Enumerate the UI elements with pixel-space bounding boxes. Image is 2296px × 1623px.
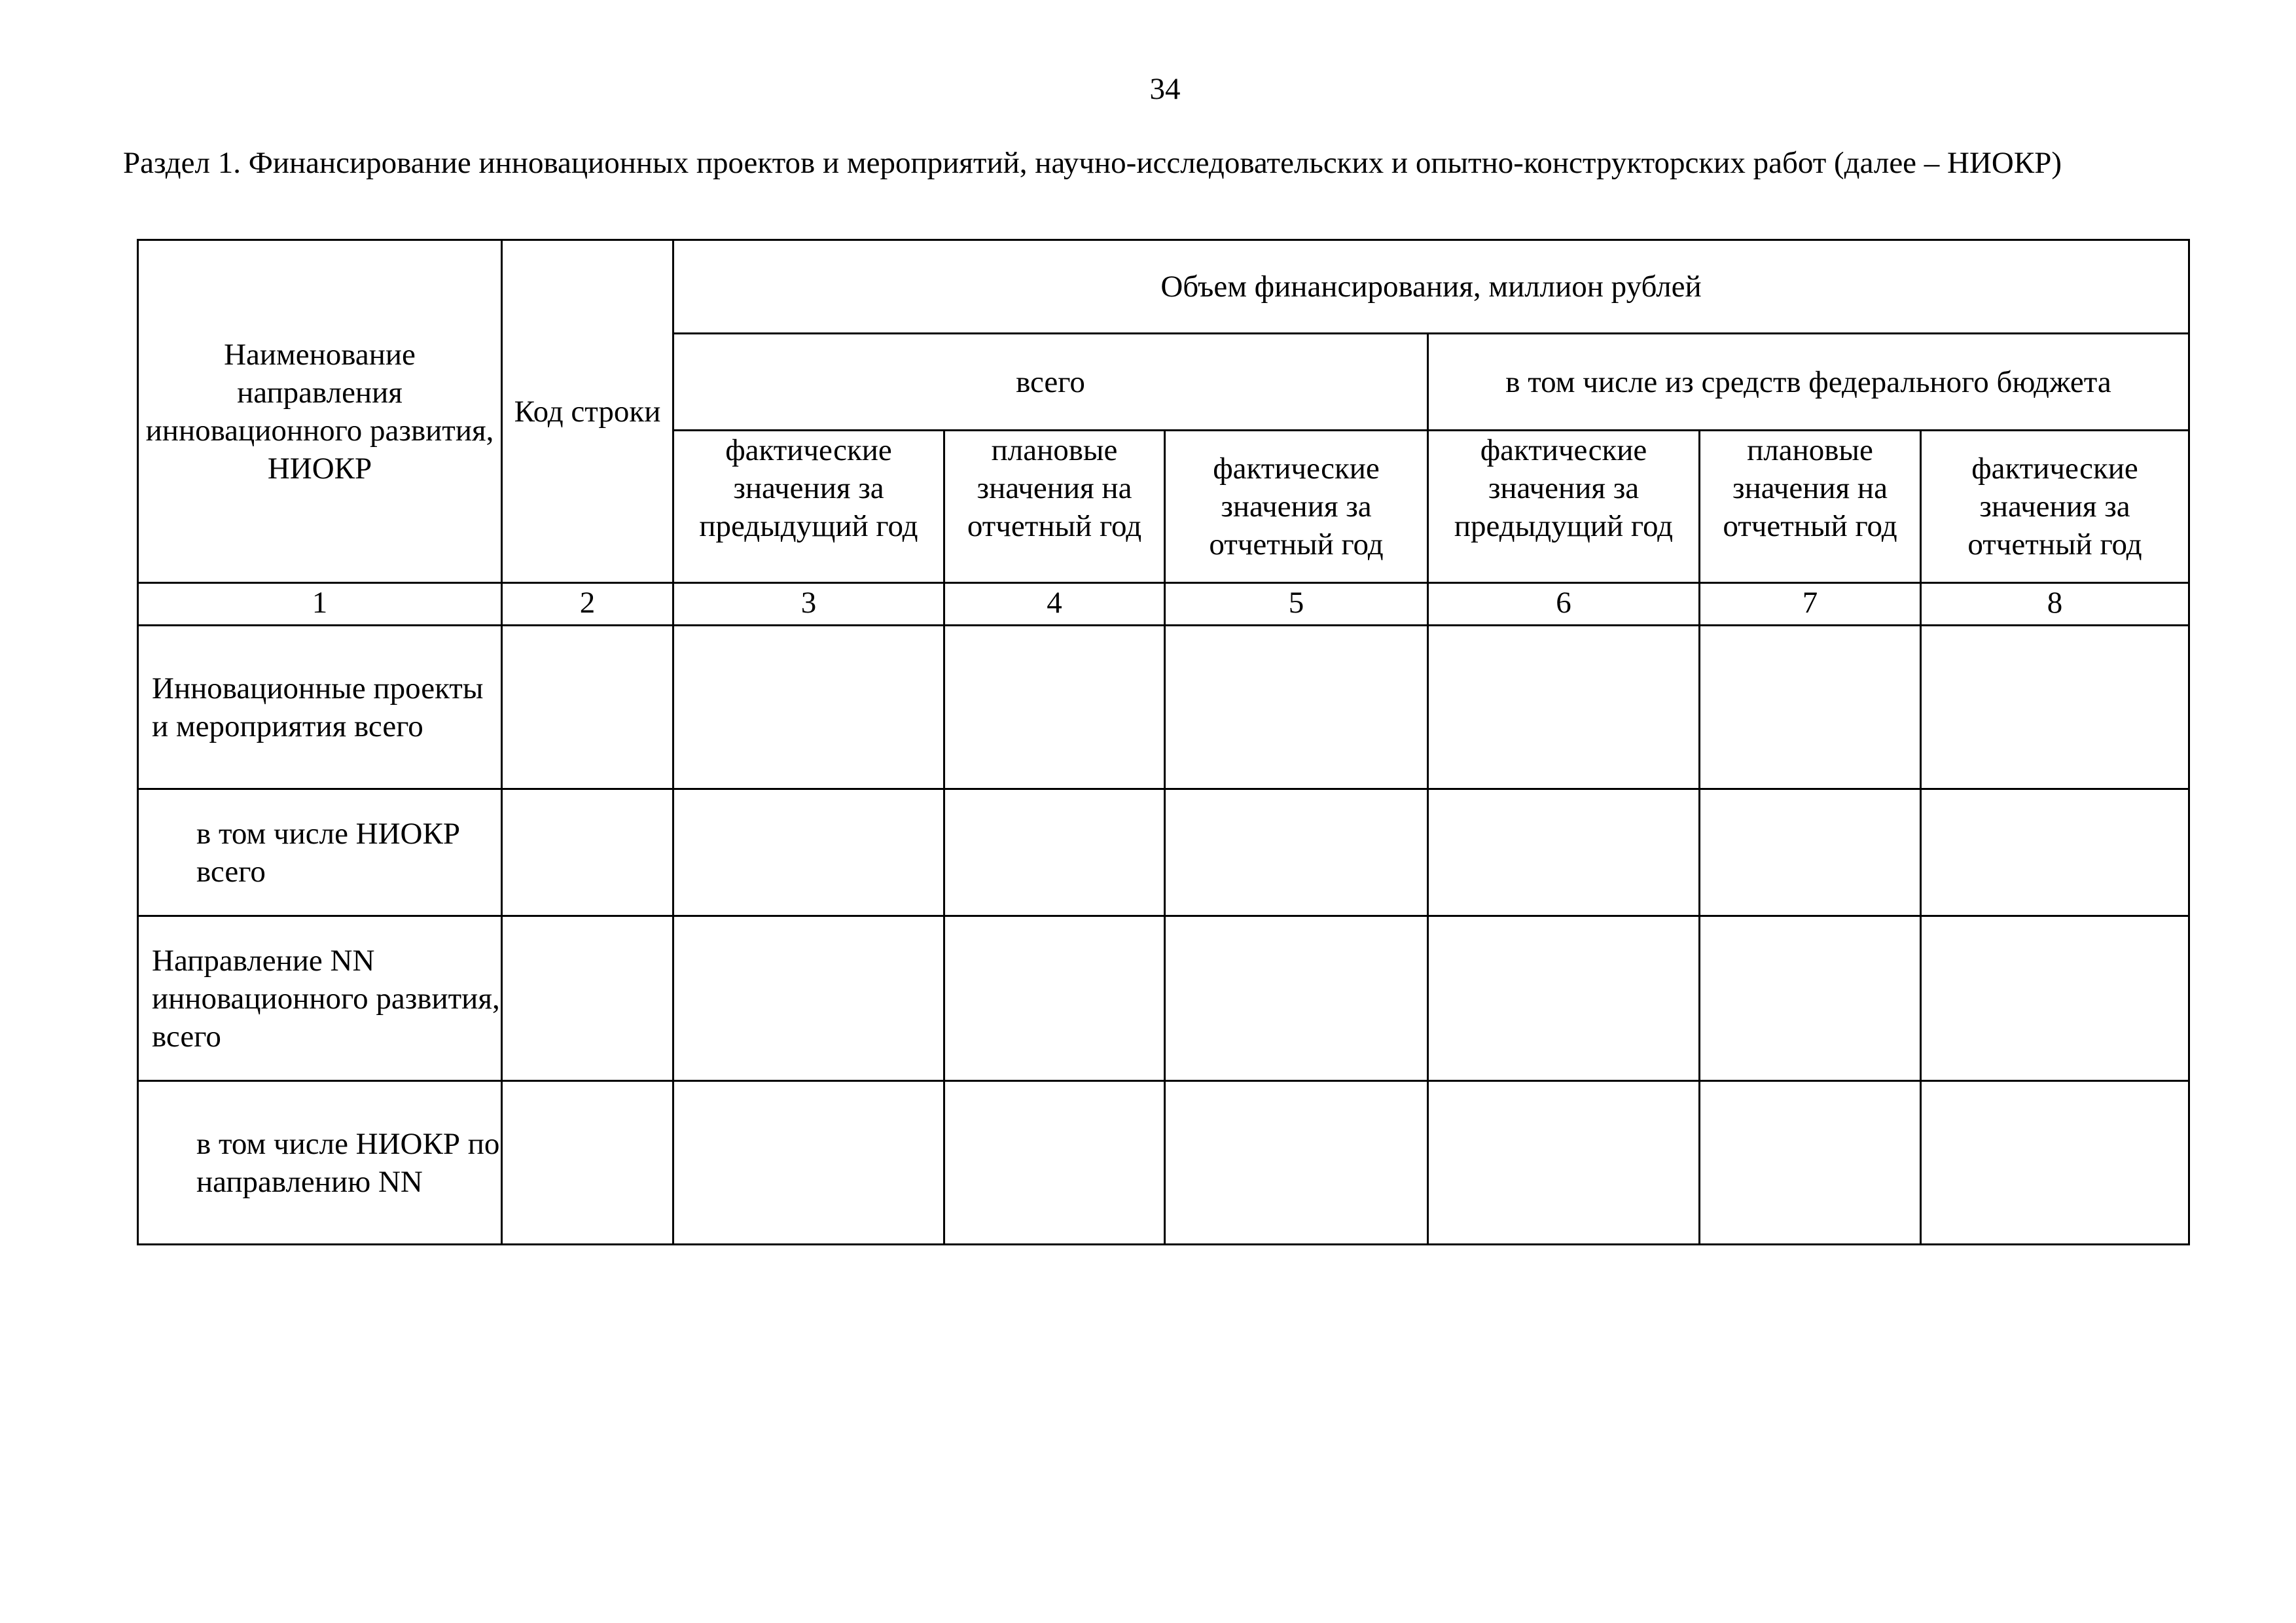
page-number: 34 <box>1149 72 1181 106</box>
row-code-cell <box>502 626 673 789</box>
header-code-column: Код строки <box>502 240 673 583</box>
table-row <box>138 916 2189 1081</box>
header-funding-volume: Объем финансирования, миллион рублей <box>673 240 2189 334</box>
value-cell <box>1165 1081 1428 1245</box>
value-cell <box>1700 916 1921 1081</box>
value-cell <box>944 789 1165 916</box>
column-number: 4 <box>944 583 1165 626</box>
table-row <box>138 1081 2189 1245</box>
header-sub-column: фактические значения за отчетный год <box>1921 431 2189 583</box>
value-cell <box>673 1081 944 1245</box>
header-sub-column: фактические значения за отчетный год <box>1165 431 1428 583</box>
row-name: Направление NN инновационного развития, всего <box>138 916 502 1081</box>
table-row <box>138 789 2189 916</box>
value-cell <box>1165 626 1428 789</box>
value-cell <box>673 916 944 1081</box>
value-cell <box>1700 626 1921 789</box>
header-row-1 <box>138 240 2189 334</box>
value-cell <box>1428 626 1700 789</box>
value-cell <box>1700 789 1921 916</box>
header-sub-column: фактические значения за предыдущий год <box>673 431 944 583</box>
value-cell <box>1428 916 1700 1081</box>
row-code-cell <box>502 1081 673 1245</box>
column-number: 8 <box>1921 583 2189 626</box>
value-cell <box>1165 916 1428 1081</box>
header-sub-column: плановые значения на отчетный год <box>944 431 1165 583</box>
column-number-row <box>138 583 2189 626</box>
header-sub-column: фактические значения за предыдущий год <box>1428 431 1700 583</box>
value-cell <box>1428 1081 1700 1245</box>
section-title: Раздел 1. Финансирование инновационных проектов и мероприятий, научно-исследовательских и опытно-конструкторских работ (далее – НИОКР) <box>123 146 2062 180</box>
row-name: в том числе НИОКР всего <box>138 789 502 916</box>
header-federal-group: в том числе из средств федерального бюджета <box>1428 334 2189 431</box>
column-number: 6 <box>1428 583 1700 626</box>
table-row <box>138 626 2189 789</box>
row-name: Инновационные проекты и мероприятия всего <box>138 626 502 789</box>
column-number: 1 <box>138 583 502 626</box>
value-cell <box>673 626 944 789</box>
financing-table <box>137 239 2190 1245</box>
value-cell <box>673 789 944 916</box>
header-sub-column: плановые значения на отчетный год <box>1700 431 1921 583</box>
header-total-group: всего <box>673 334 1428 431</box>
value-cell <box>1700 1081 1921 1245</box>
header-name-column: Наименование направления инновационного развития, НИОКР <box>138 240 502 583</box>
column-number: 7 <box>1700 583 1921 626</box>
value-cell <box>1921 789 2189 916</box>
column-number: 5 <box>1165 583 1428 626</box>
value-cell <box>944 1081 1165 1245</box>
value-cell <box>1165 789 1428 916</box>
column-number: 2 <box>502 583 673 626</box>
value-cell <box>1921 916 2189 1081</box>
row-name: в том числе НИОКР по направлению NN <box>138 1081 502 1245</box>
value-cell <box>1428 789 1700 916</box>
row-code-cell <box>502 789 673 916</box>
value-cell <box>1921 626 2189 789</box>
column-number: 3 <box>673 583 944 626</box>
value-cell <box>944 626 1165 789</box>
row-code-cell <box>502 916 673 1081</box>
value-cell <box>944 916 1165 1081</box>
value-cell <box>1921 1081 2189 1245</box>
